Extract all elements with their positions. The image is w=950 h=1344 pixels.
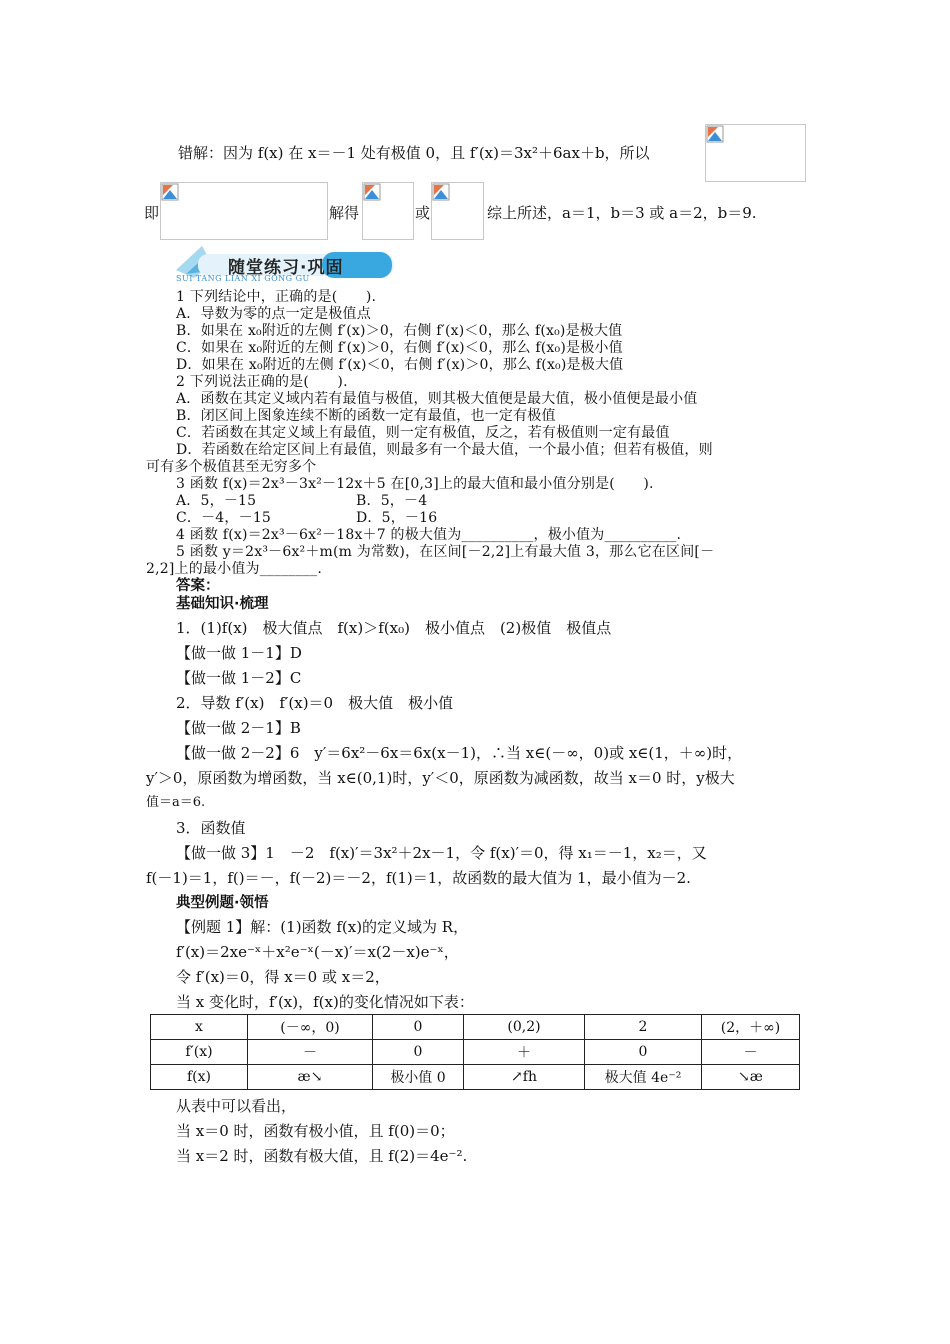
answer-line: 【做一做 1－2】C [176,669,302,687]
exercise-line: 3 函数 f(x)＝2x³－3x²－12x＋5 在[0,3]上的最大值和最小值分别是( ). [176,476,654,492]
conclusion-line: 当 x＝0 时，函数有极小值，且 f(0)＝0； [176,1122,455,1140]
answer-line: 【做一做 2－2】6 y′＝6x²－6x＝6x(x－1)，∴当 x∈(－∞，0)或 x∈(1，＋∞)时， [176,744,743,762]
broken-image-icon [363,183,381,201]
exercise-line: C．如果在 x₀附近的左侧 f′(x)＞0，右侧 f′(x)＜0，那么 f(x₀)是极小值 [176,340,623,356]
exercise-line: C．若函数在其定义域上有最值，则一定有极值，反之，若有极值则一定有最值 [176,425,670,441]
example-line: 当 x 变化时，f′(x)，f(x)的变化情况如下表： [176,993,474,1011]
answer-line: 【做一做 3】1 －2 f(x)′＝3x²＋2x－1，令 f(x)′＝0，得 x₁＝－1，x₂＝，又 [176,844,707,862]
table-cell: (2，＋∞) [702,1015,800,1040]
exercise-line: 1 下列结论中，正确的是( ). [176,289,377,305]
exercise-line: B．5，－4 [356,493,428,509]
section-heading: 典型例题·领悟 [176,895,269,911]
answer-line: 2．导数 f′(x) f′(x)＝0 极大值 极小值 [176,694,454,712]
table-cell: 0 [373,1015,464,1040]
table-cell: x [151,1015,248,1040]
table-cell: ＋ [464,1040,585,1065]
formula-image [705,124,806,182]
table-row [151,1015,800,1040]
exercise-line: D．如果在 x₀附近的左侧 f′(x)＜0，右侧 f′(x)＞0，那么 f(x₀)是极大值 [176,357,624,373]
table-cell: 极大值 4e⁻² [585,1065,702,1090]
answer-line: 【做一做 1－1】D [176,644,302,662]
broken-image-icon [706,125,724,143]
exercise-line: D．若函数在给定区间上有最值，则最多有一个最大值，一个最小值；但若有极值，则 [176,442,713,458]
table-cell: ↘æ [702,1065,800,1090]
exercise-line: B．如果在 x₀附近的左侧 f′(x)＞0，右侧 f′(x)＜0，那么 f(x₀)是极大值 [176,323,623,339]
answer-line: 3．函数值 [176,819,246,837]
exercise-line: 2,2]上的最小值为________. [146,561,322,577]
answer-line: 1．(1)f(x) 极大值点 f(x)＞f(x₀) 极小值点 (2)极值 极值点 [176,619,612,637]
answer-line: f(－1)＝1，f()＝－，f(－2)＝－2，f(1)＝1，故函数的最大值为 1，最小值为－2. [146,869,691,887]
table-cell: (－∞，0) [248,1015,373,1040]
table-cell: f(x) [151,1065,248,1090]
exercise-line: 4 函数 f(x)＝2x³－6x²－18x＋7 的极大值为__________，极小值为__________. [176,527,682,543]
table-cell: ↗fh [464,1065,585,1090]
table-cell: (0,2) [464,1015,585,1040]
wrong-solution-line: 错解：因为 f(x) 在 x＝－1 处有极值 0，且 f′(x)＝3x²＋6ax＋b，所以 [178,144,650,162]
formula-image [160,182,328,240]
formula-image [431,182,484,240]
example-line: f′(x)＝2xe⁻ˣ＋x²e⁻ˣ(－x)′＝x(2－x)e⁻ˣ， [176,943,459,961]
broken-image-icon [432,183,450,201]
answer-line: y′＞0，原函数为增函数，当 x∈(0,1)时，y′＜0，原函数为减函数，故当 x＝0 时，y极大 [146,769,735,787]
variation-table [150,1014,800,1090]
table-cell: － [702,1040,800,1065]
exercise-line: 可有多个极值甚至无穷多个 [146,459,317,475]
exercise-line: B．闭区间上图象连续不断的函数一定有最值，也一定有极值 [176,408,556,424]
exercise-line: 5 函数 y＝2x³－6x²＋m(m 为常数)，在区间[－2,2]上有最大值 3，那么它在区间[－ [176,544,715,560]
section-banner [172,240,402,286]
table-row [151,1040,800,1065]
banner-pinyin: SUI TANG LIAN XI GONG GU [176,274,310,283]
table-cell: － [248,1040,373,1065]
huo-label: 或 [415,204,431,222]
conclusion-line: 当 x＝2 时，函数有极大值，且 f(2)＝4e⁻². [176,1147,468,1165]
table-cell: 2 [585,1015,702,1040]
table-cell: æ↘ [248,1065,373,1090]
table-row [151,1065,800,1090]
section-heading: 基础知识·梳理 [176,596,269,612]
exercise-line: 2 下列说法正确的是( ). [176,374,348,390]
exercise-line: C．－4，－15 [176,510,272,526]
conclusion-line: 综上所述，a＝1，b＝3 或 a＝2，b＝9. [487,204,757,222]
table-cell: 0 [373,1040,464,1065]
ji-label: 即 [144,204,160,222]
table-cell: 极小值 0 [373,1065,464,1090]
answer-line: 值＝a＝6. [146,795,206,810]
answers-heading: 答案： [176,578,220,594]
formula-image [362,182,414,240]
table-cell: 0 [585,1040,702,1065]
jiede-label: 解得 [329,204,360,222]
answer-line: 【做一做 2－1】B [176,719,301,737]
banner-title: 随堂练习·巩固 [228,258,344,278]
exercise-line: A．导数为零的点一定是极值点 [176,306,371,322]
exercise-line: A．5，－15 [176,493,257,509]
table-cell: f′(x) [151,1040,248,1065]
conclusion-line: 从表中可以看出， [176,1097,297,1115]
example-line: 令 f′(x)＝0，得 x＝0 或 x＝2， [176,968,390,986]
exercise-line: A．函数在其定义域内若有最值与极值，则其极大值便是最大值，极小值便是最小值 [176,391,698,407]
example-line: 【例题 1】解：(1)函数 f(x)的定义域为 R， [176,918,469,936]
exercise-line: D．5，－16 [356,510,438,526]
broken-image-icon [161,183,179,201]
